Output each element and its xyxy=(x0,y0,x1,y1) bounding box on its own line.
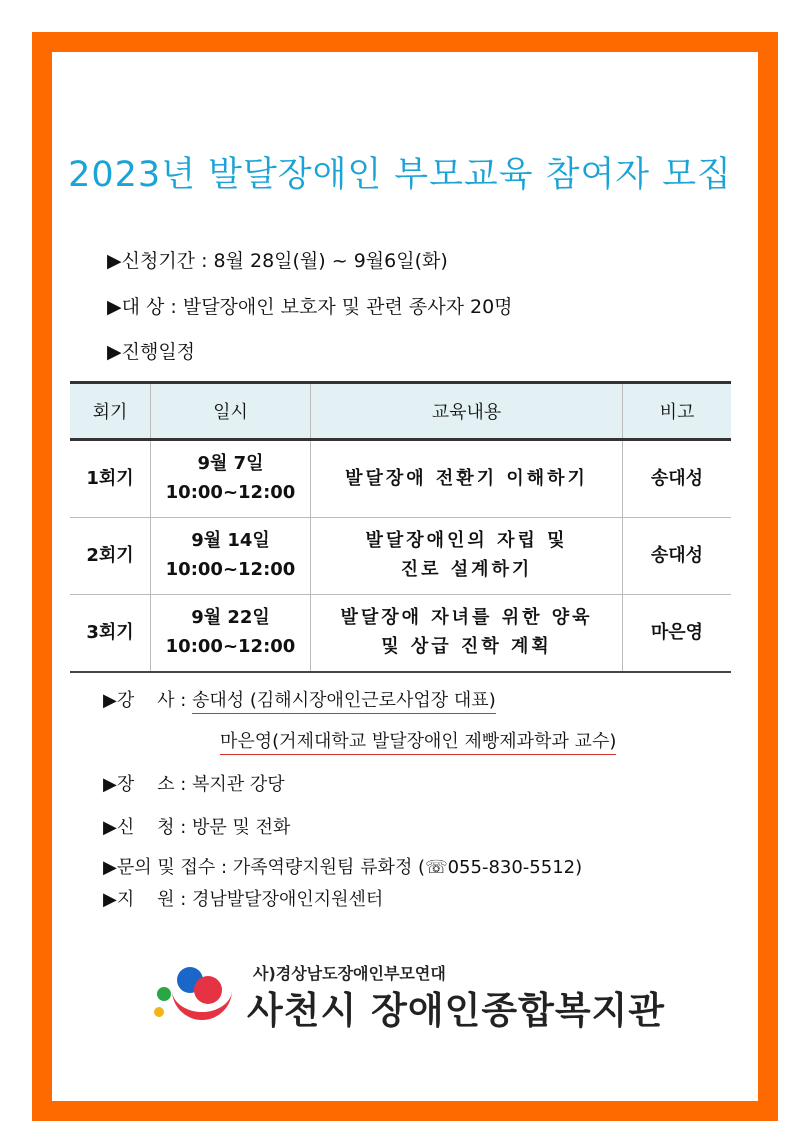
datetime-cell xyxy=(151,595,311,673)
table-row xyxy=(70,518,731,595)
logo-green-dot xyxy=(157,987,171,1001)
header-note: 비고 xyxy=(623,383,732,440)
lecturer-label: ▶강 사 : xyxy=(103,690,193,711)
venue-line: ▶장 소 : 복지관 강당 xyxy=(103,774,285,795)
note-cell: 마은영 xyxy=(623,595,732,673)
content-line: 진로 설계하기 xyxy=(400,559,533,580)
date: 9월 22일 xyxy=(191,607,270,629)
content-line: 발달장애 자녀를 위한 양육 xyxy=(340,607,593,629)
header-session: 회기 xyxy=(70,383,151,440)
datetime-cell xyxy=(151,518,311,595)
logo-yellow-dot xyxy=(154,1007,164,1017)
table-row xyxy=(70,595,731,673)
datetime-cell xyxy=(151,440,311,518)
time: 10:00~12:00 xyxy=(165,636,296,657)
content-line: 및 상급 진학 계획 xyxy=(381,636,552,657)
table-row xyxy=(70,440,731,518)
header-datetime: 일시 xyxy=(151,383,311,440)
logo-subtitle: 사)경상남도장애인부모연대 xyxy=(253,964,446,983)
content-cell xyxy=(311,595,623,673)
content-cell xyxy=(311,440,623,518)
support-line: ▶지 원 : 경남발달장애인지원센터 xyxy=(103,889,384,910)
logo-name: 사천시 장애인종합복지관 xyxy=(247,989,666,1032)
lecturer-1: 송대성 (김해시장애인근로사업장 대표) xyxy=(192,690,496,714)
target-audience: ▶대 상 : 발달장애인 보호자 및 관련 종사자 20명 xyxy=(107,296,513,318)
welfare-center-logo-icon xyxy=(150,960,240,1024)
apply-line: ▶신 청 : 방문 및 전화 xyxy=(103,817,291,838)
content-line: 발달장애 전환기 이해하기 xyxy=(345,467,588,489)
session-cell: 1회기 xyxy=(70,440,151,518)
schedule-label: ▶진행일정 xyxy=(107,341,196,363)
header-content: 교육내용 xyxy=(311,383,623,440)
note-cell: 송대성 xyxy=(623,518,732,595)
table-header-row xyxy=(70,383,731,440)
date: 9월 7일 xyxy=(197,453,264,475)
content-line: 발달장애인의 자립 및 xyxy=(365,530,568,552)
time: 10:00~12:00 xyxy=(165,559,296,580)
lecturer-line xyxy=(103,686,496,712)
lecturer-line-2 xyxy=(220,727,616,753)
contact-line: ▶문의 및 접수 : 가족역량지원팀 류화정 (☏055-830-5512) xyxy=(103,857,583,878)
application-period: ▶신청기간 : 8월 28일(월) ~ 9월6일(화) xyxy=(107,250,448,272)
time: 10:00~12:00 xyxy=(165,482,296,503)
session-cell: 3회기 xyxy=(70,595,151,673)
session-cell: 2회기 xyxy=(70,518,151,595)
schedule-table xyxy=(70,381,731,673)
lecturer-2: 마은영(거제대학교 발달장애인 제빵제과학과 교수) xyxy=(220,731,616,755)
logo-red-dot xyxy=(194,976,222,1004)
note-cell: 송대성 xyxy=(623,440,732,518)
content-cell xyxy=(311,518,623,595)
page-title: 2023년 발달장애인 부모교육 참여자 모집 xyxy=(68,155,732,195)
date: 9월 14일 xyxy=(191,530,270,552)
